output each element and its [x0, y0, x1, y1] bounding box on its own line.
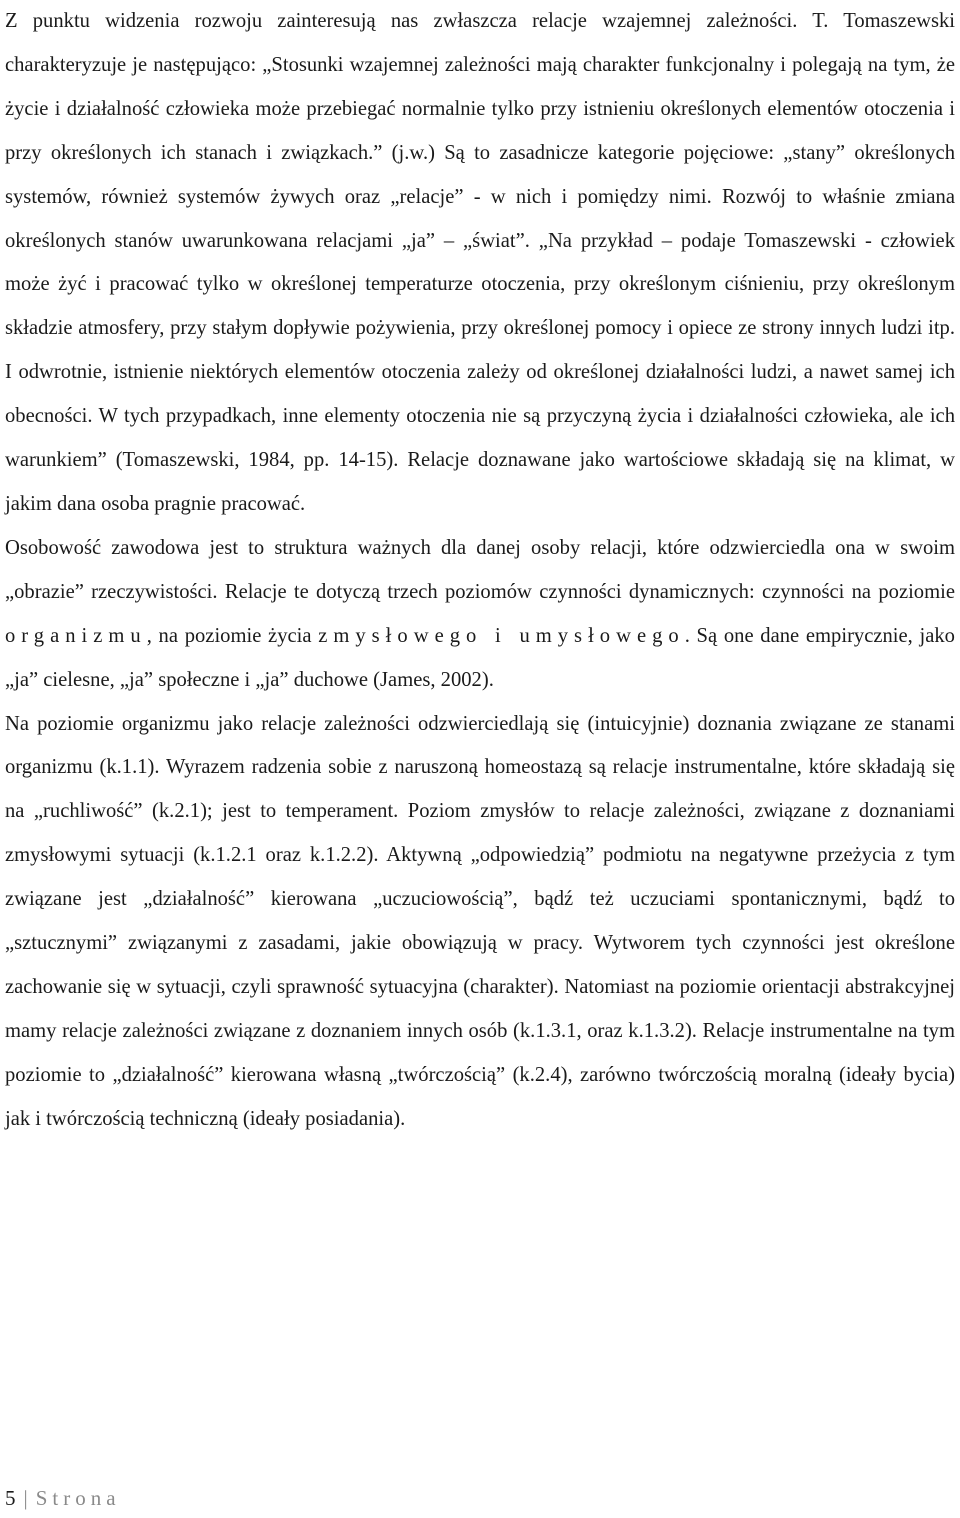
paragraph-organism-level: Na poziomie organizmu jako relacje zależności odzwierciedlają się (intuicyjnie) doznania związane ze stanami organizmu (k.1.1). Wyrazem radzenia sobie z naruszoną homeostazą są relacje instrumentalne, które składają się na „ruchliwość” (k.2.1); jest to temperament. Poziom zmysłów to relacje zależności, związane z doznaniami zmysłowymi sytuacji (k.1.2.1 oraz k.1.2.2). Aktywną „odpowiedzią” podmiotu na negatywne przeżycia z tym związane jest „działalność” kierowana „uczuciowością”, bądź też uczuciami spontanicznymi, bądź to „sztucznymi” związanymi z zasadami, jakie obowiązują w pracy. Wytworem tych czynności jest określone zachowanie się w sytuacji, czyli sprawność sytuacyjna (charakter). Natomiast na poziomie orientacji abstrakcyjnej mamy relacje zależności związane z doznaniem innych osób (k.1.3.1, oraz k.1.3.2). Relacje instrumentalne na tym poziomie to „działalność” kierowana własną „twórczością” (k.2.4), zarówno twórczością moralną (ideały bycia) jak i twórczością techniczną (ideały posiadania). [5, 712, 955, 1130]
page-number: 5 [5, 1486, 16, 1510]
footer-separator: | [23, 1486, 28, 1510]
page-footer [5, 1478, 121, 1518]
footer-label: Strona [35, 1486, 121, 1510]
spaced-term-organism: organizmu [5, 624, 147, 647]
paragraph-segment: , na poziomie życia [146, 624, 319, 647]
paragraph-segment: . Są one dane empirycznie, jako „ja” cielesne, „ja” społeczne i „ja” duchowe (James, 2002). [5, 624, 955, 691]
paragraph-development-relations: Z punktu widzenia rozwoju zainteresują nas zwłaszcza relacje wzajemnej zależności. T. Tomaszewski charakteryzuje je następująco: „Stosunki wzajemnej zależności mają charakter funkcjonalny i polegają na tym, że życie i działalność człowieka może przebiegać normalnie tylko przy istnieniu określonych elementów otoczenia i przy określonych ich stanach i związkach.” (j.w.) Są to zasadnicze kategorie pojęciowe: „stany” określonych systemów, również systemów żywych oraz „relacje” - w nich i pomiędzy nimi. Rozwój to właśnie zmiana określonych stanów uwarunkowana relacjami „ja” – „świat”. „Na przykład – podaje Tomaszewski - człowiek może żyć i pracować tylko w określonej temperaturze otoczenia, przy określonym ciśnieniu, przy określonym składzie atmosfery, przy stałym dopływie pożywienia, przy określonej pomocy i opiece ze strony innych ludzi itp. I odwrotnie, istnienie niektórych elementów otoczenia zależy od określonej działalności ludzi, a nawet samej ich obecności. W tych przypadkach, inne elementy otoczenia nie są przyczyną życia i działalności człowieka, ale ich warunkiem” (Tomaszewski, 1984, pp. 14-15). Relacje doznawane jako wartościowe składają się na klimat, w jakim dana osoba pragnie pracować. [5, 10, 955, 515]
paragraph-segment: Osobowość zawodowa jest to struktura ważnych dla danej osoby relacji, które odzwierciedla ona w swoim „obrazie” rzeczywistości. Relacje te dotyczą trzech poziomów czynności dynamicznych: czynności na poziomie [5, 536, 955, 603]
paragraph-professional-personality [5, 527, 955, 703]
spaced-term-senses-mind: zmysłowego i umysłowego [318, 624, 685, 647]
document-page [5, 0, 955, 1142]
